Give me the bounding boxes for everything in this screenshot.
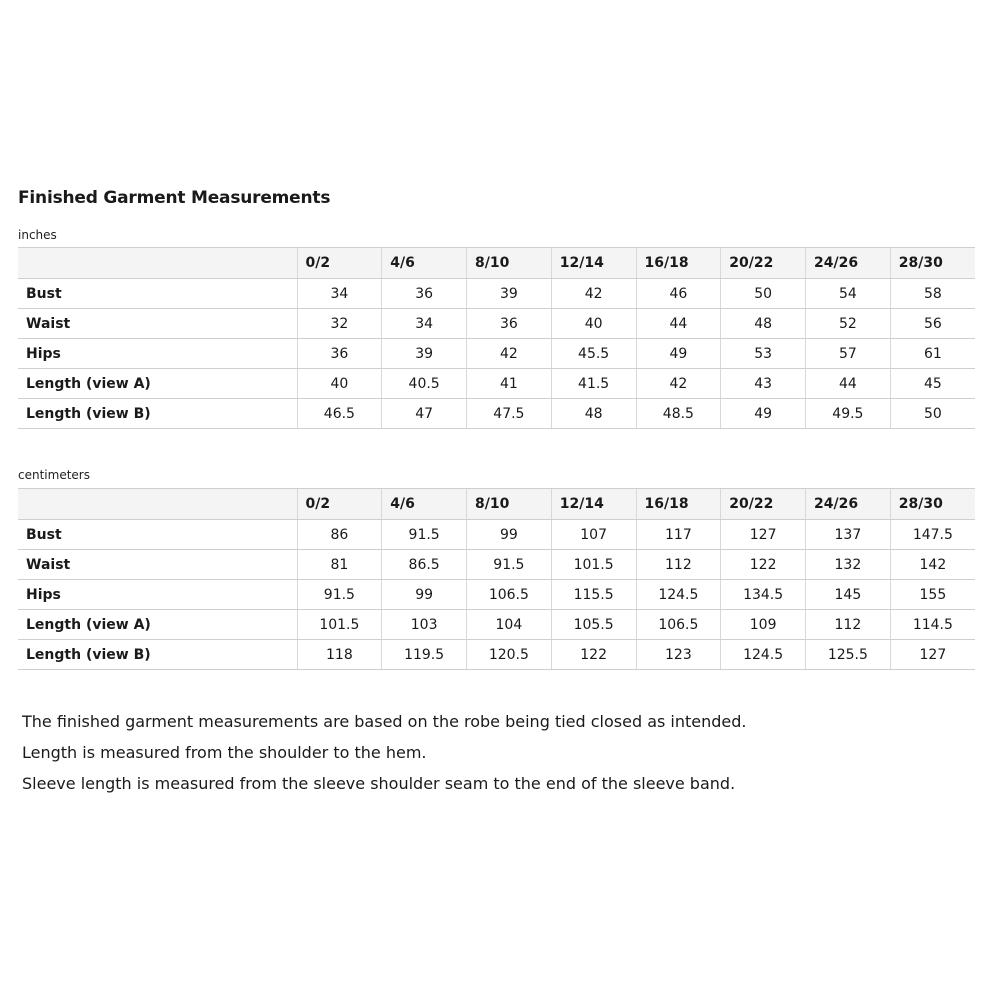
size-header: 28/30 bbox=[890, 248, 975, 279]
inches-measurement-table bbox=[18, 247, 975, 429]
row-label: Bust bbox=[18, 279, 297, 309]
centimeters-unit-label: centimeters bbox=[18, 468, 90, 482]
size-header: 24/26 bbox=[806, 489, 891, 520]
table-row bbox=[18, 279, 975, 309]
measurement-value: 32 bbox=[297, 309, 382, 339]
measurement-value: 122 bbox=[551, 640, 636, 670]
measurement-value: 117 bbox=[636, 520, 721, 550]
measurement-value: 147.5 bbox=[890, 520, 975, 550]
measurement-value: 145 bbox=[806, 580, 891, 610]
row-label: Waist bbox=[18, 309, 297, 339]
measurement-value: 40.5 bbox=[382, 369, 467, 399]
measurement-value: 39 bbox=[467, 279, 552, 309]
measurement-value: 101.5 bbox=[297, 610, 382, 640]
table-row bbox=[18, 339, 975, 369]
measurement-value: 49 bbox=[721, 399, 806, 429]
measurement-value: 42 bbox=[636, 369, 721, 399]
header-corner-cell bbox=[18, 489, 297, 520]
measurement-value: 39 bbox=[382, 339, 467, 369]
size-header: 8/10 bbox=[467, 489, 552, 520]
measurement-value: 49 bbox=[636, 339, 721, 369]
measurement-value: 42 bbox=[467, 339, 552, 369]
measurement-value: 49.5 bbox=[806, 399, 891, 429]
size-header: 12/14 bbox=[551, 489, 636, 520]
measurement-value: 91.5 bbox=[467, 550, 552, 580]
measurement-value: 47.5 bbox=[467, 399, 552, 429]
measurement-value: 58 bbox=[890, 279, 975, 309]
size-header: 20/22 bbox=[721, 489, 806, 520]
note-line: Length is measured from the shoulder to the hem. bbox=[22, 743, 427, 762]
page-title: Finished Garment Measurements bbox=[18, 188, 331, 208]
measurement-value: 127 bbox=[721, 520, 806, 550]
measurement-value: 86 bbox=[297, 520, 382, 550]
measurement-value: 112 bbox=[636, 550, 721, 580]
measurement-value: 36 bbox=[382, 279, 467, 309]
measurement-value: 48 bbox=[721, 309, 806, 339]
measurement-value: 56 bbox=[890, 309, 975, 339]
measurement-value: 127 bbox=[890, 640, 975, 670]
measurement-value: 122 bbox=[721, 550, 806, 580]
measurement-value: 34 bbox=[297, 279, 382, 309]
measurement-value: 43 bbox=[721, 369, 806, 399]
measurement-value: 132 bbox=[806, 550, 891, 580]
measurement-value: 53 bbox=[721, 339, 806, 369]
measurement-value: 109 bbox=[721, 610, 806, 640]
measurement-value: 46 bbox=[636, 279, 721, 309]
measurement-value: 54 bbox=[806, 279, 891, 309]
measurement-value: 57 bbox=[806, 339, 891, 369]
measurement-value: 124.5 bbox=[721, 640, 806, 670]
measurement-value: 44 bbox=[806, 369, 891, 399]
measurement-value: 105.5 bbox=[551, 610, 636, 640]
measurement-value: 104 bbox=[467, 610, 552, 640]
measurement-value: 86.5 bbox=[382, 550, 467, 580]
table-row bbox=[18, 520, 975, 550]
size-header: 20/22 bbox=[721, 248, 806, 279]
measurement-value: 41.5 bbox=[551, 369, 636, 399]
measurement-value: 50 bbox=[890, 399, 975, 429]
header-corner-cell bbox=[18, 248, 297, 279]
measurement-value: 48.5 bbox=[636, 399, 721, 429]
size-header: 4/6 bbox=[382, 489, 467, 520]
measurement-value: 44 bbox=[636, 309, 721, 339]
row-label: Length (view A) bbox=[18, 369, 297, 399]
measurement-value: 81 bbox=[297, 550, 382, 580]
size-header: 16/18 bbox=[636, 248, 721, 279]
measurement-value: 42 bbox=[551, 279, 636, 309]
measurement-value: 112 bbox=[806, 610, 891, 640]
measurement-value: 118 bbox=[297, 640, 382, 670]
table-row bbox=[18, 610, 975, 640]
measurement-value: 106.5 bbox=[467, 580, 552, 610]
measurement-notes bbox=[22, 706, 747, 799]
row-label: Hips bbox=[18, 580, 297, 610]
measurement-value: 45.5 bbox=[551, 339, 636, 369]
measurement-value: 120.5 bbox=[467, 640, 552, 670]
measurement-value: 45 bbox=[890, 369, 975, 399]
measurement-value: 46.5 bbox=[297, 399, 382, 429]
table-row bbox=[18, 309, 975, 339]
measurement-value: 41 bbox=[467, 369, 552, 399]
size-header: 0/2 bbox=[297, 248, 382, 279]
note-line: Sleeve length is measured from the sleeve shoulder seam to the end of the sleeve band. bbox=[22, 774, 736, 793]
size-header: 0/2 bbox=[297, 489, 382, 520]
measurement-value: 47 bbox=[382, 399, 467, 429]
row-label: Hips bbox=[18, 339, 297, 369]
measurement-value: 107 bbox=[551, 520, 636, 550]
size-header: 16/18 bbox=[636, 489, 721, 520]
measurement-value: 40 bbox=[551, 309, 636, 339]
measurement-value: 36 bbox=[467, 309, 552, 339]
row-label: Waist bbox=[18, 550, 297, 580]
measurement-value: 103 bbox=[382, 610, 467, 640]
measurement-value: 99 bbox=[467, 520, 552, 550]
measurement-value: 50 bbox=[721, 279, 806, 309]
measurement-value: 36 bbox=[297, 339, 382, 369]
table-header-row bbox=[18, 248, 975, 279]
measurement-value: 40 bbox=[297, 369, 382, 399]
centimeters-measurement-table bbox=[18, 488, 975, 670]
row-label: Length (view B) bbox=[18, 640, 297, 670]
measurement-value: 119.5 bbox=[382, 640, 467, 670]
table-row bbox=[18, 580, 975, 610]
measurement-value: 123 bbox=[636, 640, 721, 670]
size-header: 12/14 bbox=[551, 248, 636, 279]
row-label: Length (view B) bbox=[18, 399, 297, 429]
table-row bbox=[18, 399, 975, 429]
size-header: 28/30 bbox=[890, 489, 975, 520]
table-row bbox=[18, 640, 975, 670]
measurement-value: 48 bbox=[551, 399, 636, 429]
measurement-value: 91.5 bbox=[297, 580, 382, 610]
measurement-value: 61 bbox=[890, 339, 975, 369]
inches-unit-label: inches bbox=[18, 228, 57, 242]
measurement-value: 34 bbox=[382, 309, 467, 339]
size-header: 4/6 bbox=[382, 248, 467, 279]
measurement-value: 91.5 bbox=[382, 520, 467, 550]
measurement-value: 125.5 bbox=[806, 640, 891, 670]
measurement-value: 155 bbox=[890, 580, 975, 610]
measurement-value: 115.5 bbox=[551, 580, 636, 610]
table-row bbox=[18, 550, 975, 580]
size-header: 24/26 bbox=[806, 248, 891, 279]
size-header: 8/10 bbox=[467, 248, 552, 279]
measurement-value: 124.5 bbox=[636, 580, 721, 610]
measurement-value: 137 bbox=[806, 520, 891, 550]
measurement-value: 106.5 bbox=[636, 610, 721, 640]
measurement-value: 134.5 bbox=[721, 580, 806, 610]
measurement-value: 101.5 bbox=[551, 550, 636, 580]
note-line: The finished garment measurements are based on the robe being tied closed as intended. bbox=[22, 712, 747, 731]
table-row bbox=[18, 369, 975, 399]
row-label: Length (view A) bbox=[18, 610, 297, 640]
measurement-value: 114.5 bbox=[890, 610, 975, 640]
measurement-value: 142 bbox=[890, 550, 975, 580]
row-label: Bust bbox=[18, 520, 297, 550]
measurement-value: 99 bbox=[382, 580, 467, 610]
table-header-row bbox=[18, 489, 975, 520]
measurement-value: 52 bbox=[806, 309, 891, 339]
